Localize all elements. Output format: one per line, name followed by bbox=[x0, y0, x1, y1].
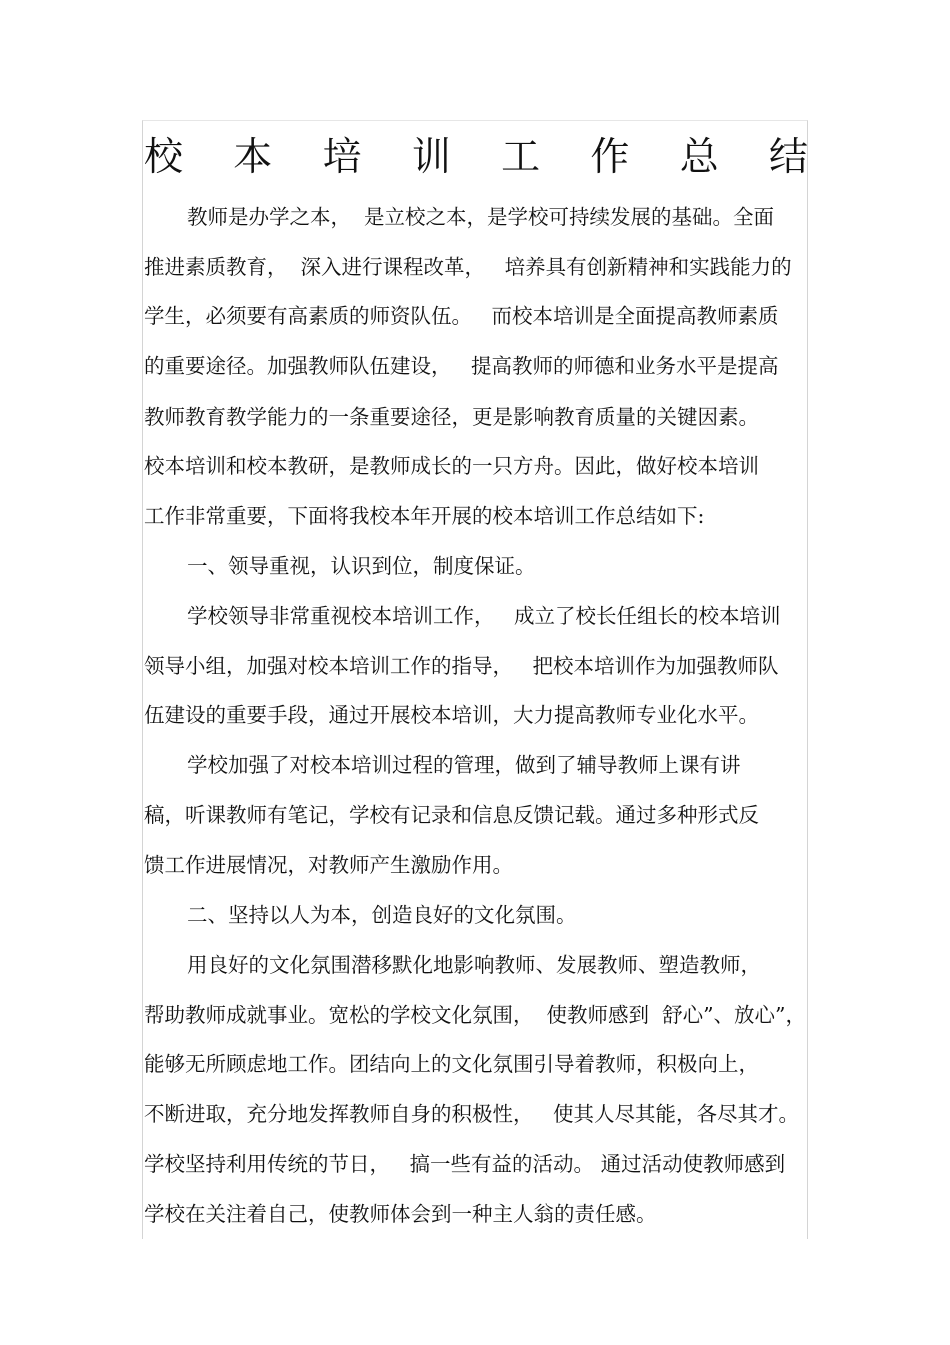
title-char: 训 bbox=[411, 135, 451, 180]
body-line: 的重要途径。加强教师队伍建设， 提高教师的师德和业务水平是提高 bbox=[144, 354, 779, 378]
body-line: 学校坚持利用传统的节日， 搞一些有益的活动。 通过活动使教师感到 bbox=[144, 1152, 786, 1176]
body-line: 校本培训和校本教研，是教师成长的一只方舟。因此，做好校本培训 bbox=[144, 454, 759, 478]
body-line: 帮助教师成就事业。宽松的学校文化氛围， 使教师感到 舒心”、放心”， bbox=[144, 1003, 807, 1027]
body-line: 不断进取，充分地发挥教师自身的积极性， 使其人尽其能，各尽其才。 bbox=[144, 1102, 800, 1126]
body-line: 教师是办学之本， 是立校之本，是学校可持续发展的基础。全面 bbox=[187, 205, 775, 229]
body-line: 学校在关注着自己，使教师体会到一种主人翁的责任感。 bbox=[144, 1202, 657, 1226]
title-char: 作 bbox=[590, 135, 630, 180]
title-char: 结 bbox=[768, 135, 808, 180]
body-line: 学校加强了对校本培训过程的管理，做到了辅导教师上课有讲 bbox=[187, 753, 741, 777]
title-char: 本 bbox=[233, 135, 273, 180]
body-line: 学生，必须要有高素质的师资队伍。 而校本培训是全面提高教师素质 bbox=[144, 304, 779, 328]
body-line: 领导小组，加强对校本培训工作的指导， 把校本培训作为加强教师队 bbox=[144, 654, 779, 678]
body-line: 稿，听课教师有笔记，学校有记录和信息反馈记载。通过多种形式反 bbox=[144, 803, 759, 827]
title-char: 工 bbox=[501, 135, 541, 180]
title-char: 总 bbox=[679, 135, 719, 180]
body-line: 学校领导非常重视校本培训工作， 成立了校长任组长的校本培训 bbox=[187, 604, 781, 628]
title-char: 培 bbox=[322, 135, 362, 180]
body-line: 工作非常重要，下面将我校本年开展的校本培训工作总结如下: bbox=[144, 504, 705, 528]
body-line: 用良好的文化氛围潜移默化地影响教师、发展教师、塑造教师， bbox=[187, 953, 761, 977]
body-line: 能够无所顾虑地工作。团结向上的文化氛围引导着教师，积极向上， bbox=[144, 1052, 759, 1076]
page-title bbox=[144, 132, 808, 184]
title-char: 校 bbox=[144, 135, 184, 180]
body-line: 推进素质教育， 深入进行课程改革， 培养具有创新精神和实践能力的 bbox=[144, 255, 792, 279]
section-heading: 一、领导重视，认识到位，制度保证。 bbox=[187, 554, 536, 578]
body-line: 馈工作进展情况，对教师产生激励作用。 bbox=[144, 853, 513, 877]
section-heading: 二、坚持以人为本，创造良好的文化氛围。 bbox=[187, 903, 577, 927]
body-line: 教师教育教学能力的一条重要途径，更是影响教育质量的关键因素。 bbox=[144, 405, 759, 429]
body-line: 伍建设的重要手段，通过开展校本培训，大力提高教师专业化水平。 bbox=[144, 703, 759, 727]
